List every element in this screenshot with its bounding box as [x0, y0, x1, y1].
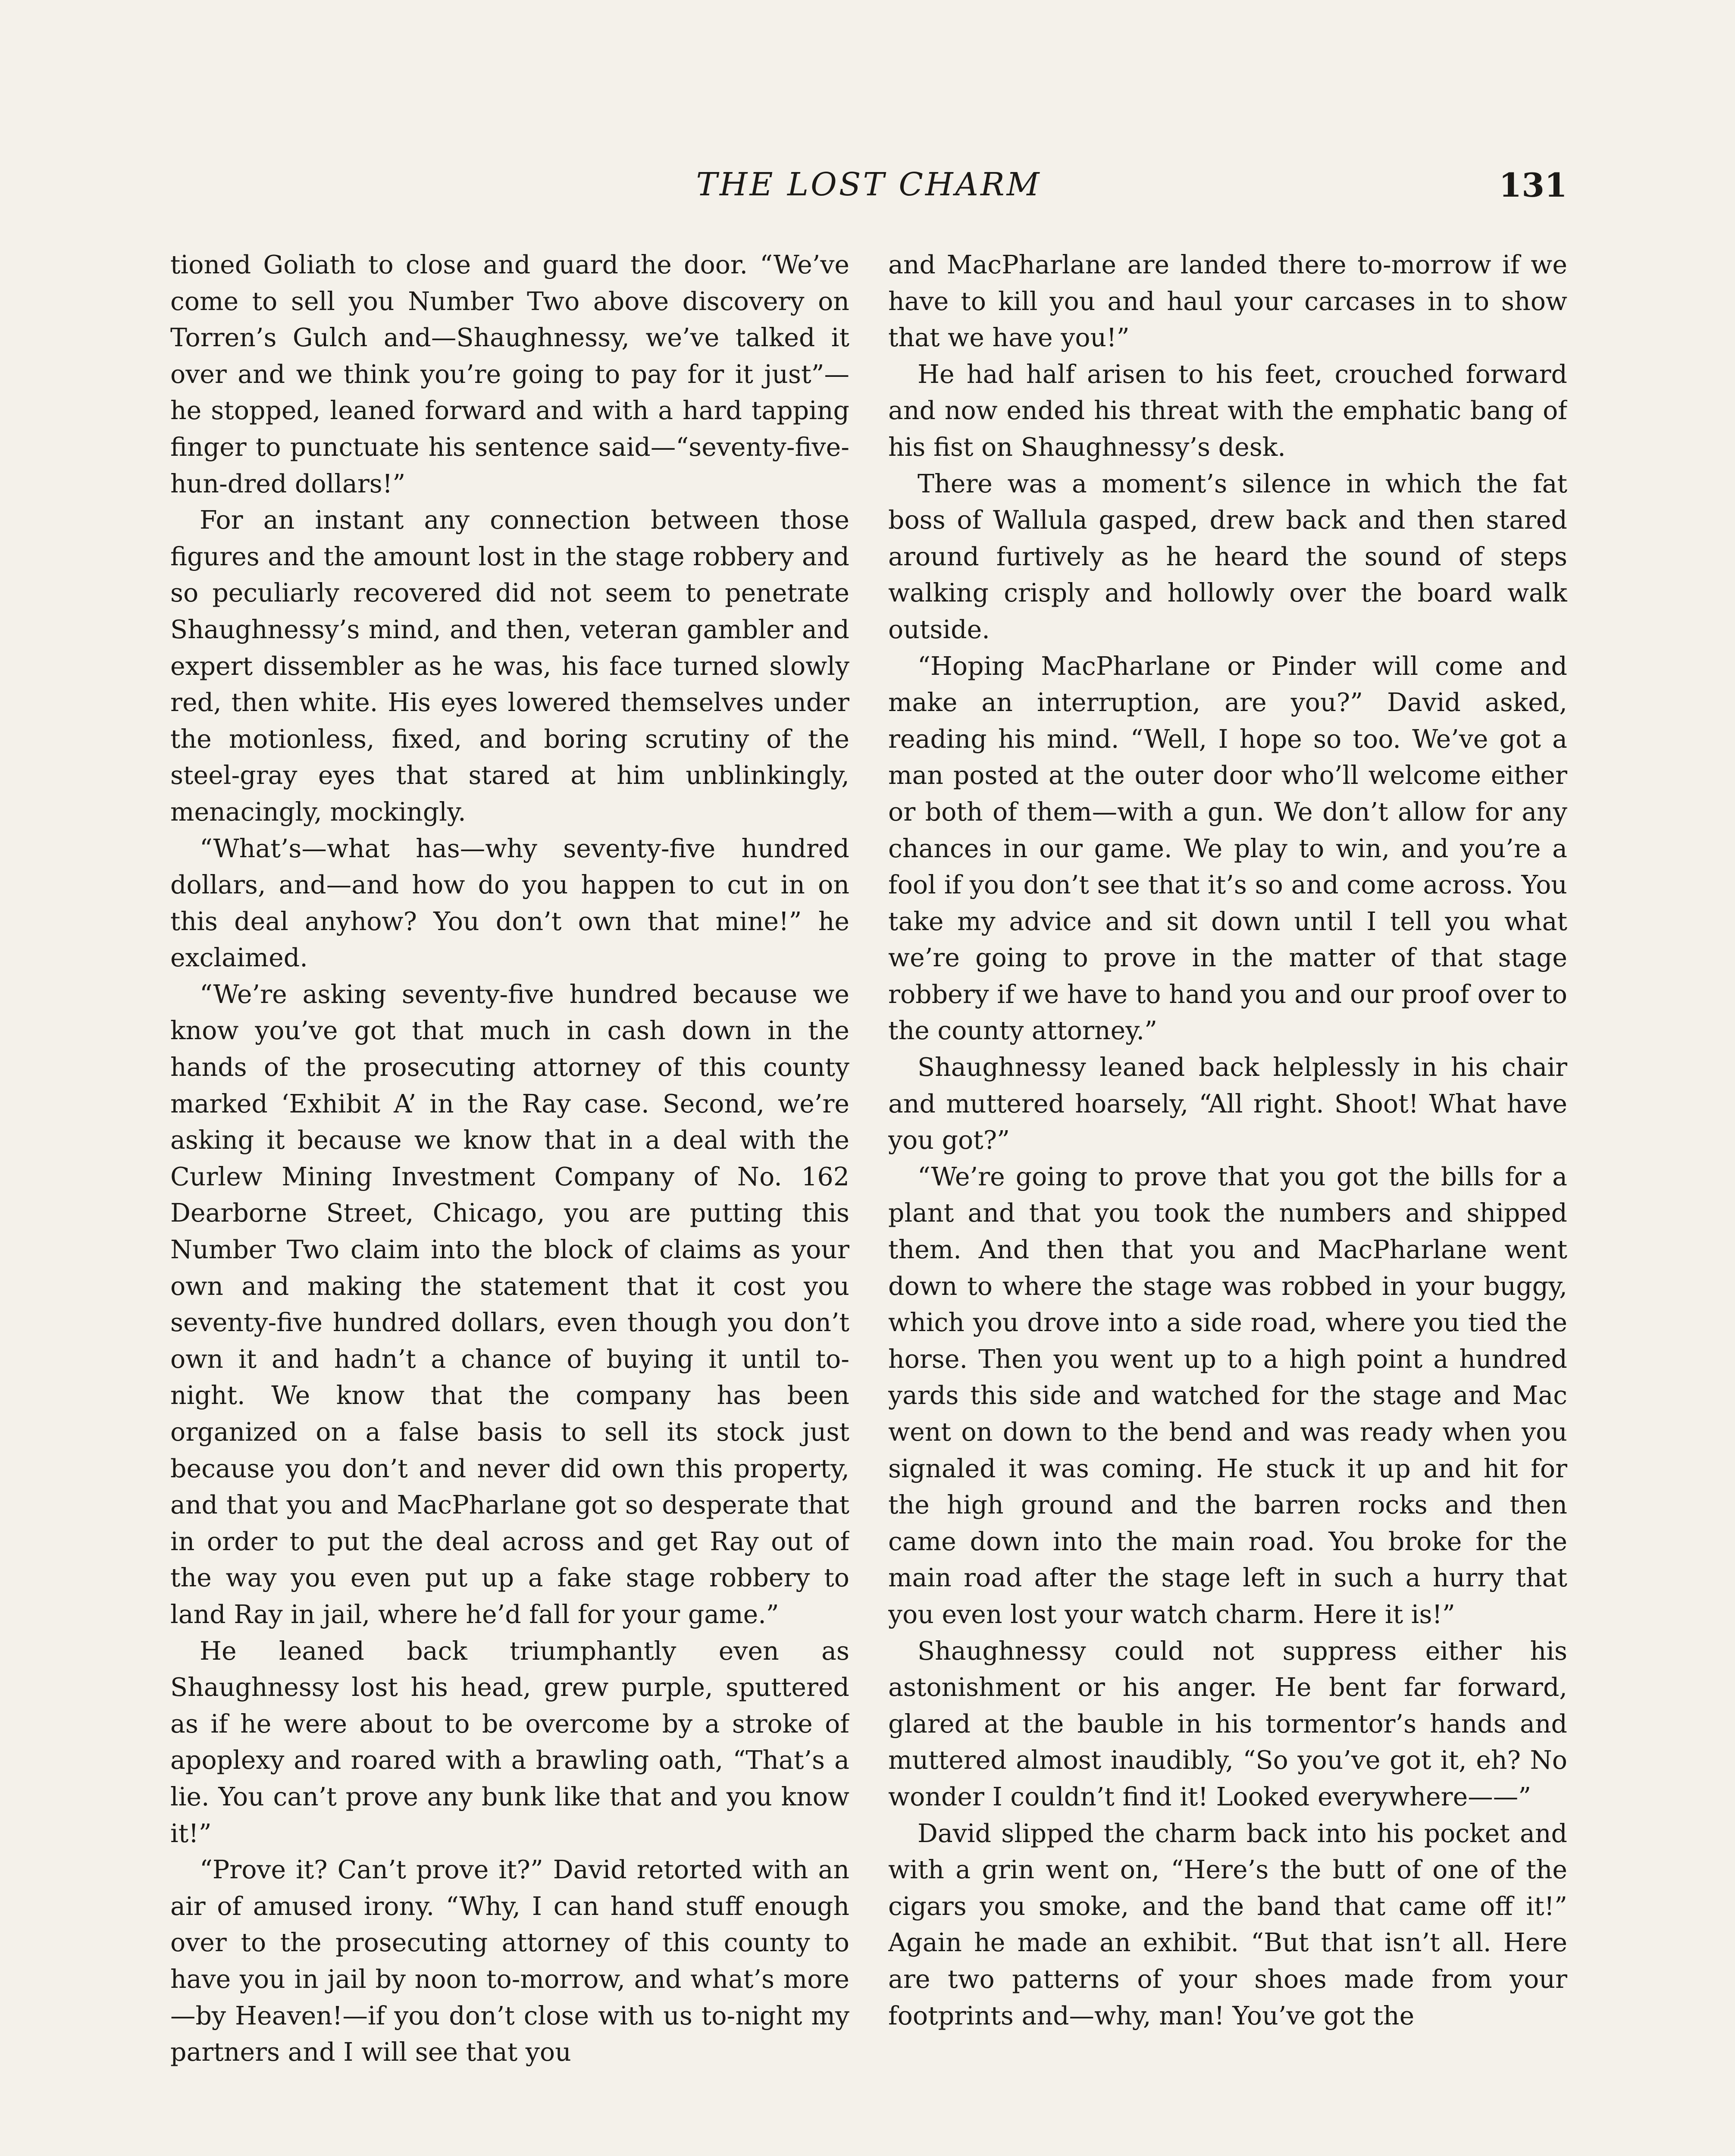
- paragraph: There was a moment’s silence in which the fat boss of Wallula gasped, drew back and then stared around furtively as he heard the sound of steps walking crisply and hollowly over the board walk outside.: [888, 469, 1567, 644]
- paragraph: “What’s—what has—why seventy-five hundred dollars, and—and how do you happen to cut in on this deal anyhow? You don’t own that mine!” he exclaimed.: [170, 834, 849, 973]
- paragraph: tioned Goliath to close and guard the door. “We’ve come to sell you Number Two above discovery on Torren’s Gulch and—Shaughnessy, we’ve talked it over and we think you’re going to pay for it just”—he stopped, leaned forward and with a hard tapping finger to punctuate his sentence said—“seventy-five-hun-dred dollars!”: [170, 250, 849, 498]
- paragraph: “Prove it? Can’t prove it?” David retorted with an air of amused irony. “Why, I can hand stuff enough over to the prosecuting attorney of this county to have you in jail by noon to-morrow, and what’s more —by Heaven!—if you don’t close with us to-night my partners and I will see that you: [170, 1855, 849, 2067]
- paragraph: He leaned back triumphantly even as Shaughnessy lost his head, grew purple, sputtered as if he were about to be overcome by a stroke of apoplexy and roared with a brawling oath, “That’s a lie. You can’t prove any bunk like that and you know it!”: [170, 1636, 849, 1848]
- paragraph: and MacPharlane are landed there to-morrow if we have to kill you and haul your carcases in to show that we have you!”: [888, 250, 1567, 353]
- paragraph: Shaughnessy could not suppress either his astonishment or his anger. He bent far forward, glared at the bauble in his tormentor’s hands and muttered almost inaudibly, “So you’ve got it, eh? No wonder I couldn’t find it! Looked everywhere——”: [888, 1636, 1567, 1811]
- page-header: [170, 166, 1567, 213]
- paragraph: For an instant any connection between those figures and the amount lost in the stage robbery and so peculiarly recovered did not seem to penetrate Shaughnessy’s mind, and then, veteran gambler and expert dissembler as he was, his face turned slowly red, then white. His eyes lowered themselves under the motionless, fixed, and boring scrutiny of the steel-gray eyes that stared at him unblinkingly, menacingly, mockingly.: [170, 505, 849, 827]
- paragraph: He had half arisen to his feet, crouched forward and now ended his threat with the emphatic bang of his fist on Shaughnessy’s desk.: [888, 359, 1567, 462]
- right-column: [888, 247, 1567, 2156]
- paragraph: David slipped the charm back into his pocket and with a grin went on, “Here’s the butt of one of the cigars you smoke, and the band that came off it!” Again he made an exhibit. “But that isn’t all. Here are two patterns of your shoes made from your footprints and—why, man! You’ve got the: [888, 1818, 1567, 2031]
- paragraph: “Hoping MacPharlane or Pinder will come and make an interruption, are you?” David asked, reading his mind. “Well, I hope so too. We’ve got a man posted at the outer door who’ll welcome either or both of them—with a gun. We don’t allow for any chances in our game. We play to win, and you’re a fool if you don’t see that it’s so and come across. You take my advice and sit down until I tell you what we’re going to prove in the matter of that stage robbery if we have to hand you and our proof over to the county attorney.”: [888, 651, 1567, 1046]
- text-columns: [170, 247, 1567, 2156]
- paragraph: “We’re asking seventy-five hundred because we know you’ve got that much in cash down in the hands of the prosecuting attorney of this county marked ‘Exhibit A’ in the Ray case. Second, we’re asking it because we know that in a deal with the Curlew Mining Investment Company of No. 162 Dearborne Street, Chicago, you are putting this Number Two claim into the block of claims as your own and making the statement that it cost you seventy-five hundred dollars, even though you don’t own it and hadn’t a chance of buying it until to-night. We know that the company has been organized on a false basis to sell its stock just because you don’t and never did own this property, and that you and MacPharlane got so desperate that in order to put the deal across and get Ray out of the way you even put up a fake stage robbery to land Ray in jail, where he’d fall for your game.”: [170, 979, 849, 1629]
- paragraph: Shaughnessy leaned back helplessly in his chair and muttered hoarsely, “All right. Shoot! What have you got?”: [888, 1053, 1567, 1155]
- left-column: [170, 247, 849, 2156]
- paragraph: “We’re going to prove that you got the bills for a plant and that you took the numbers and shipped them. And then that you and MacPharlane went down to where the stage was robbed in your buggy, which you drove into a side road, where you tied the horse. Then you went up to a high point a hundred yards this side and watched for the stage and Mac went on down to the bend and was ready when you signaled it was coming. He stuck it up and hit for the high ground and the barren rocks and then came down into the main road. You broke for the main road after the stage left in such a hurry that you even lost your watch charm. Here it is!”: [888, 1162, 1567, 1629]
- running-title: THE LOST CHARM: [696, 166, 1042, 203]
- page-number: 131: [1499, 166, 1567, 204]
